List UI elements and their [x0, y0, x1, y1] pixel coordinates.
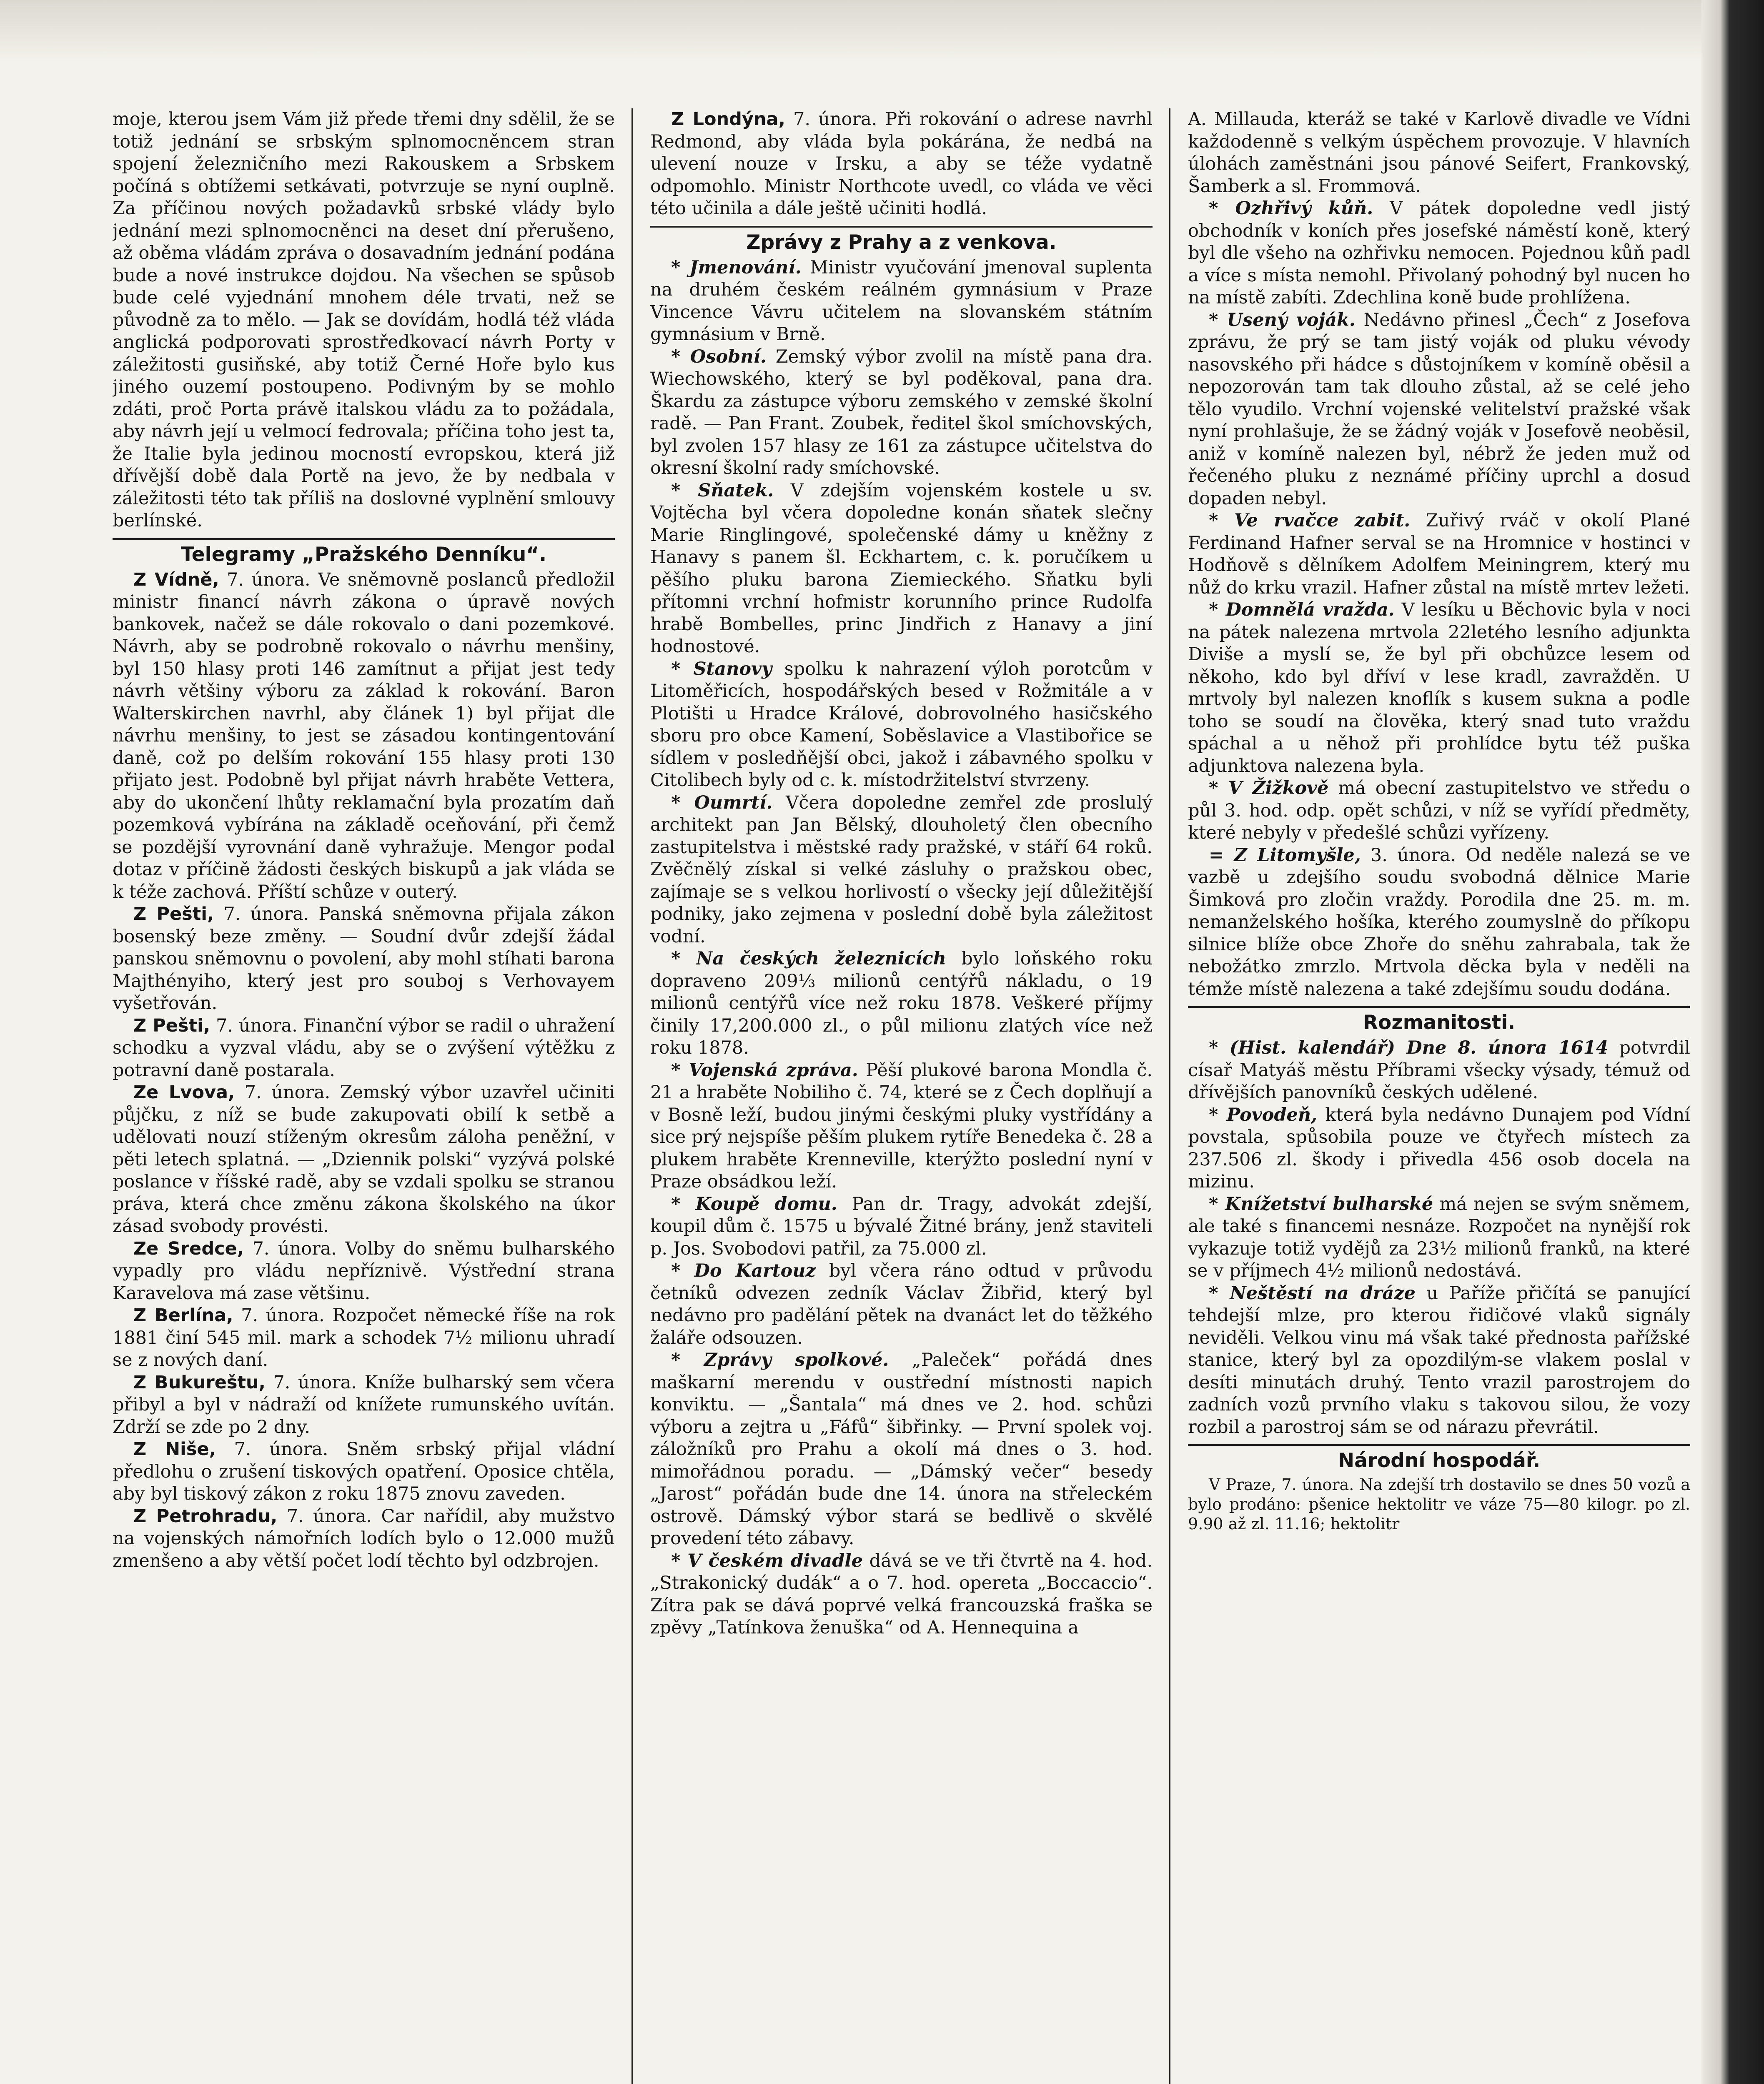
- news-item: [113, 1305, 615, 1372]
- item-keyword: * Ve rvačce zabit.: [1209, 510, 1411, 531]
- item-keyword: * V českém divadle: [671, 1550, 863, 1571]
- article-continuation: moje, kterou jsem Vám již přede třemi dny sdělil, že se totiž jednání se srbským splnomocněncem stran spojení železničního mezi Rakouskem a Srbskem počíná s obtížemi setkávati, potvrzuje se nyní ouplně. Za příčinou nových požadavků srbské vlády bylo jednání mezi splnomocněnci na deset dní přerušeno, až oběma vládám zpráva o dosavadním jednání podána bude a nové instrukce dojdou. Na všechen se spůsob bude celé vyjednání mnohem déle trvati, než se původně za to mělo. — Jak se dovídám, hodlá též vláda anglická podporovati sprostředkovací návrh Porty v záležitosti gusiňské, aby totiž Černé Hoře bylo kus jiného ouzemí postoupeno. Podivným by se mohlo zdáti, proč Porta právě italskou vládu za to požádala, aby návrh její u velmocí fedrovala; příčina toho jest ta, že Italie byla jedinou mocností evropskou, která již dřívější době dala Portě na jevo, že by nedbala v záležitosti této tak příliš na doslovné vyplnění smlouvy berlínské.: [113, 109, 615, 531]
- telegram-place: Z Petrohradu,: [133, 1505, 278, 1527]
- section-heading-telegrams: Telegramy „Pražského Denníku“.: [113, 538, 615, 566]
- item-keyword: * Osobní.: [671, 346, 767, 367]
- news-item: [113, 1505, 615, 1573]
- column-1: [113, 108, 615, 2084]
- item-keyword: * Povodeň,: [1209, 1104, 1318, 1125]
- telegram-text: 7. února. Při rokování o adrese navrhl Redmond, aby vláda byla pokárána, že nedbá na ulevení nouze v Irsku, a aby se téže vydatně odpomohlo. Ministr Northcote uvedl, co vláda ve věci této učinila a dále ještě učiniti hodlá.: [650, 109, 1153, 219]
- item-keyword: * Vojenská zpráva.: [671, 1060, 858, 1081]
- item-text: 7. února. Ve sněmovně poslanců předložil ministr financí návrh zákona o úpravě nových bankovek, načež se dále rokovalo o dani pozemkové. Návrh, aby se podrobně rokovalo o návrhu menšiny, byl 150 hlasy proti 146 zamítnut a přijat jest tedy návrh většiny výboru za základ k rokování. Baron Walterskirchen navrhl, aby článek 1) byl přijat dle návrhu menšiny, to jest se zásadou kontingentování daně, což po delším rokování 155 hlasy proti 130 přijato jest. Podobně byl přijat návrh hraběte Vettera, aby do ukončení lhůty reklamační byla prozatím daň pozemková vybírána na základě oceňování, při čemž se pozdější vyrovnání daně vyhražuje. Mengor podal dotaz v příčině žádosti českých biskupů a jak vláda se k téže zachová. Příští schůze v outerý.: [113, 569, 615, 902]
- item-text: 7. února. Volby do sněmu bulharského vypadly pro vládu nepříznivě. Výstřední strana Karavelova má zase většinu.: [113, 1238, 615, 1304]
- article-continuation: A. Millauda, kteráž se také v Karlově divadle ve Vídni každodenně s velkým úspěchem provozuje. V hlavních úlohách zaměstnáni jsou pánové Seifert, Frankovský, Šamberk a sl. Frommová.: [1188, 109, 1690, 197]
- item-keyword: * Stanovy: [671, 658, 772, 679]
- news-item: [113, 1015, 615, 1082]
- item-keyword: * Ozhřivý kůň.: [1209, 198, 1373, 219]
- miscellany-list: [1188, 1037, 1690, 1438]
- section-heading-economy: Národní hospodář.: [1188, 1444, 1690, 1473]
- news-item: [1188, 510, 1690, 599]
- item-keyword: * V Žižkově: [1209, 778, 1329, 799]
- news-item: [113, 1238, 615, 1305]
- telegram-list: [113, 569, 615, 1573]
- item-text: V zdejším vojenském kostele u sv. Vojtěcha byl včera dopoledne konán sňatek slečny Marie Ringlingové, společenské dámy u kněžny z Hanavy s panem šl. Eckhartem, c. k. poručíkem u pěšího pluku barona Ziemieckého. Sňatku byli přítomni vrchní hofmistr korunního prince Rudolfa hrabě Bombelles, princ Jindřich z Hanavy a jiní hodnostové.: [650, 480, 1153, 657]
- item-keyword: * Neštěstí na dráze: [1209, 1282, 1416, 1304]
- item-keyword: = Z Litomyšle,: [1209, 844, 1361, 866]
- column-3: [1188, 108, 1690, 2084]
- item-text: 7. února. Finanční výbor se radil o uhražení schodku a vyzval vládu, aby se o zvýšení výtěžku z potravní daně postarala.: [113, 1015, 615, 1081]
- news-item: [650, 480, 1153, 658]
- section-heading-prague: Zprávy z Prahy a z venkova.: [650, 226, 1153, 254]
- item-text: Zemský výbor zvolil na místě pana dra. Wiechowského, který se byl poděkoval, pana dra. Škardu za zástupce výboru zemského v zemské školní radě. — Pan Frant. Zoubek, ředitel škol smíchovských, byl zvolen 157 hlasy ze 161 za zástupce učitelstva do okresní školní rady smíchovské.: [650, 346, 1153, 478]
- item-keyword: * Koupě domu.: [671, 1193, 837, 1215]
- item-keyword: * Zprávy spolkové.: [671, 1350, 889, 1370]
- item-text: Pěší plukové barona Mondla č. 21 a hraběte Nobiliho č. 74, které se z Čech doplňují a v Bosně leží, budou jinými českými pluky vystřídány a sice prý nejspíše pěším plukem rytíře Benedeka č. 28 a plukem hraběte Krenneville, kterýžto poslední nyní v Praze obsádkou leží.: [650, 1060, 1153, 1192]
- item-text: byl včera ráno odtud v průvodu četníků odvezen zedník Václav Žibřid, který byl nedávno pro padělání pětek na dvanáct let do těžkého žaláře odsouzen.: [650, 1260, 1153, 1348]
- item-text: 7. února. Panská sněmovna přijala zákon bosenský beze změny. — Soudní dvůr zdejší žádal panskou sněmovnu o povolení, aby mohl stíhati barona Majthényiho, který jest pro souboj s Verhovayem vyšetřován.: [113, 904, 615, 1014]
- item-text: 3. února. Od neděle nalezá se ve vazbě u zdejšího soudu svobodná dělnice Marie Šimková pro zločin vraždy. Porodila dne 25. m. m. nemanželského hošíka, kterého zoumyslně do příkopu silnice blíže obce Zhoře do sněhu zahrabala, tak že nebožátko zmrzlo. Mrtvola děcka byla v neděli na témže místě nalezena a také zdejšímu soudu dodána.: [1188, 844, 1690, 999]
- item-text: Zuřivý rváč v okolí Plané Ferdinand Hafner serval se na Hromnice v hostinci v Hodňově s dělníkem Adolfem Meiningrem, který mu nůž do krku vrazil. Hafner zůstal na místě mrtev ležeti.: [1188, 510, 1690, 598]
- news-item: [650, 1550, 1153, 1639]
- news-item: [113, 1082, 615, 1238]
- item-text: 7. února. Car nařídil, aby mužstvo na vojenských námořních lodích bylo o 12.000 mužů zmenšeno a aby větší počet lodí těchto byl odzbrojen.: [113, 1505, 615, 1571]
- column-2: [650, 108, 1153, 2084]
- telegram-london: [650, 108, 1153, 220]
- telegram-place: Z Vídně,: [133, 569, 219, 590]
- news-item: [650, 658, 1153, 792]
- section-heading-miscellany: Rozmanitosti.: [1188, 1006, 1690, 1034]
- item-text: 7. února. Rozpočet německé říše na rok 1881 činí 545 mil. mark a schodek 7½ milionu uhradí se z nových daní.: [113, 1305, 615, 1370]
- column-rule: [631, 108, 633, 2084]
- news-item: [1188, 1037, 1690, 1104]
- item-text: Nedávno přinesl „Čech“ z Josefova zprávu, že prý se tam jistý voják od pluku vévody nasovského při hádce s důstojníkem v komíně oběsil a nepozorován tam tak dlouho zůstal, až se celé jeho tělo vyudilo. Vrchní vojenské velitelství pražské však nyní prohlašuje, že se žádný voják v Josefově neoběsil, aniž v komíně nalezen byl, nébrž že jeden muž od řečeného pluku z neznámé příčiny uprchl a dosud dopaden nebyl.: [1188, 309, 1690, 509]
- item-text: 7. února. Sněm srbský přijal vládní předlohu o zrušení tiskových opatření. Oposice chtěla, aby byl tiskový zákon z roku 1875 znovu zaveden.: [113, 1439, 615, 1504]
- item-text: spolku k nahrazení výloh porotcům v Litoměřicích, hospodářských besed v Rožmitále a v Plotišti u Hradce Králové, dobrovolného hasičského sboru pro obce Kamení, Soběslavice a Vlastibořice se sídlem v posledňější obci, jakož i zábavného spolku v Citolibech byly od c. k. místodržitelství stvrzeny.: [650, 658, 1153, 791]
- item-keyword: * Oumrtí.: [671, 792, 773, 813]
- news-item: [650, 948, 1153, 1060]
- news-item: [1188, 198, 1690, 309]
- item-text: která byla nedávno Dunajem pod Vídní povstala, spůsobila pouze ve čtyřech místech za 237.506 zl. škody i přivedla 456 osob docela na mizinu.: [1188, 1104, 1690, 1192]
- news-item: [113, 569, 615, 904]
- telegram-place: Z Bukureštu,: [133, 1372, 266, 1393]
- news-item: [1188, 309, 1690, 510]
- item-keyword: * Na českých železnicích: [671, 948, 946, 969]
- item-text: Ministr vyučování jmenoval suplenta na druhém českém reálném gymnásium v Praze Vincence Vávru učitelem na slovanském státním gymnásium v Brně.: [650, 257, 1153, 345]
- telegram-place: Z Londýna,: [671, 109, 785, 130]
- economy-report: V Praze, 7. února. Na zdejší trh dostavilo se dnes 50 vozů a bylo prodáno: pšenice hektolitr ve váze 75—80 kilogr. po zl. 9.90 až zl. 11.16; hektolitr: [1188, 1475, 1690, 1533]
- news-item: [650, 346, 1153, 480]
- item-text: 7. února. Kníže bulharský sem včera přibyl a byl v nádraží od knížete rumunského uvítán. Zdrží se zde po 2 dny.: [113, 1372, 615, 1438]
- news-list: [650, 257, 1153, 1639]
- telegram-place: Ze Lvova,: [133, 1082, 235, 1103]
- item-text: má obecní zastupitelstvo ve středu o půl 3. hod. odp. opět schůzi, v níž se vyřídí předměty, které nebyly v předešlé schůzi vyřízeny.: [1188, 778, 1690, 843]
- news-item: [650, 792, 1153, 948]
- scan-right-edge: [1701, 0, 1764, 2084]
- news-item: [1188, 599, 1690, 777]
- item-keyword: * Knížetství bulharské: [1209, 1193, 1433, 1215]
- item-keyword: * Usený voják.: [1209, 309, 1356, 331]
- item-text: potvrdil císař Matyáš městu Příbrami všecky výsady, témuž od dřívějších panovníků českých udělené.: [1188, 1037, 1690, 1103]
- telegram-place: Z Pešti,: [133, 1015, 210, 1036]
- telegram-place: Z Berlína,: [133, 1305, 233, 1326]
- telegram-place: Z Niše,: [133, 1439, 216, 1460]
- news-item: [650, 1349, 1153, 1550]
- item-keyword: * Jmenování.: [671, 257, 802, 278]
- item-text: „Paleček“ pořádá dnes maškarní merendu v oustřední místnosti napich konviktu. — „Šantala“ má dnes ve 2. hod. schůzi výboru a zejtra u „Fáfů“ šibřinky. — První spolek voj. záložníků pro Prahu a okolí má dnes o 3. hod. mimořádnou poradu. — „Dámský večer“ besedy „Jarost“ pořádán bude dne 14. února na střeleckém ostrově. Dámský výbor stará se bedlivě o skvělé provedení této zábavy.: [650, 1350, 1153, 1549]
- news-item: [1188, 777, 1690, 844]
- news-list: [1188, 198, 1690, 1000]
- column-rule: [1169, 108, 1170, 2084]
- newspaper-page: [113, 108, 1696, 2084]
- item-keyword: * Domnělá vražda.: [1209, 599, 1395, 620]
- news-item: [1188, 1282, 1690, 1439]
- news-item: [113, 1438, 615, 1505]
- item-text: Včera dopoledne zemřel zde proslulý architekt pan Jan Bělský, dlouholetý člen obecního zastupitelstva i městské rady pražské, v stáří 64 roků. Zvěčnělý získal si velké zásluhy o pražskou obec, zajímaje se s velkou horlivostí o všecky její důležitější podniky, jako zejmena v poslední době byla záležitost vodní.: [650, 792, 1153, 947]
- item-text: 7. února. Zemský výbor uzavřel učiniti půjčku, z níž se bude zakupovati obilí k setbě a udělovati nouzí stíženým okresům záloha peněžní, v pěti letech splatná. — „Dziennik polski“ vyzývá polské poslance v říšské radě, aby se vzdali spolku se stranou práva, která chce změnu zákona školského na úkor zásad svobody provésti.: [113, 1082, 615, 1237]
- scan-top-shade: [0, 0, 1705, 63]
- telegram-place: Ze Sredce,: [133, 1238, 244, 1259]
- item-text: V pátek dopoledne vedl jistý obchodník v koních přes josefské náměstí koně, který byl dle všeho na ozhřivku nemocen. Pojednou kůň padl a více s místa nemohl. Přivolaný pohodný byl nucen ho na místě zabíti. Zdechlina koně bude prohlížena.: [1188, 198, 1690, 308]
- item-text: bylo loňského roku dopraveno 209⅓ milionů centýřů nákladu, o 19 milionů centýřů více než roku 1878. Veškeré příjmy činily 17,200.000 zl., o půl milionu zlatých více než roku 1878.: [650, 948, 1153, 1058]
- item-text: dává se ve tři čtvrtě na 4. hod. „Strakonický dudák“ a o 7. hod. opereta „Boccaccio“. Zítra pak se dává poprvé velká francouzská fraška se zpěvy „Tatínkova ženuška“ od A. Hennequina a: [650, 1550, 1153, 1638]
- item-keyword: * (Hist. kalendář) Dne 8. února 1614: [1209, 1037, 1609, 1058]
- news-item: [650, 257, 1153, 346]
- news-item: [650, 1193, 1153, 1260]
- news-item: [650, 1260, 1153, 1349]
- news-item: [650, 1060, 1153, 1193]
- item-keyword: * Do Kartouz: [671, 1260, 816, 1281]
- item-text: u Paříže přičítá se panující tehdejší mlze, pro kterou řidičové vlaků signály neviděli. Velkou vinu má však také přednosta pařížské stanice, který byl za opozdilým-se vlakem poslal v desíti minutách druhý. Tento vrazil parostrojem do zadních vozů prvního vlaku s takovou silou, že vozy rozbil a parostroj sám se od nárazu převrátil.: [1188, 1282, 1690, 1438]
- item-text: V lesíku u Běchovic byla v noci na pátek nalezena mrtvola 22letého lesního adjunkta Diviše a myslí se, že byl při obchůzce lesem od někoho, kdo byl dříví v lese kradl, zavražděn. U mrtvoly byl nalezen knoflík s kusem sukna a podle toho se soudí na člověka, který snad tuto vraždu spáchal a u něhož při prohlídce bytu též puška adjunktova nalezena byla.: [1188, 599, 1690, 776]
- news-item: [1188, 1104, 1690, 1193]
- item-text: Pan dr. Tragy, advokát zdejší, koupil dům č. 1575 u bývalé Žitné brány, jenž staviteli p. Jos. Svobodovi patřil, za 75.000 zl.: [650, 1193, 1153, 1259]
- telegram-place: Z Pešti,: [133, 904, 214, 924]
- news-item: [113, 903, 615, 1015]
- news-item: [1188, 844, 1690, 1001]
- item-text: má nejen se svým sněmem, ale také s financemi nesnáze. Rozpočet na nynější rok vykazuje totiž vydějů za 23½ milionů franků, na které se v příjmech 4½ milionů nedostává.: [1188, 1193, 1690, 1281]
- news-item: [113, 1372, 615, 1439]
- news-item: [1188, 1193, 1690, 1282]
- item-keyword: * Sňatek.: [671, 480, 774, 501]
